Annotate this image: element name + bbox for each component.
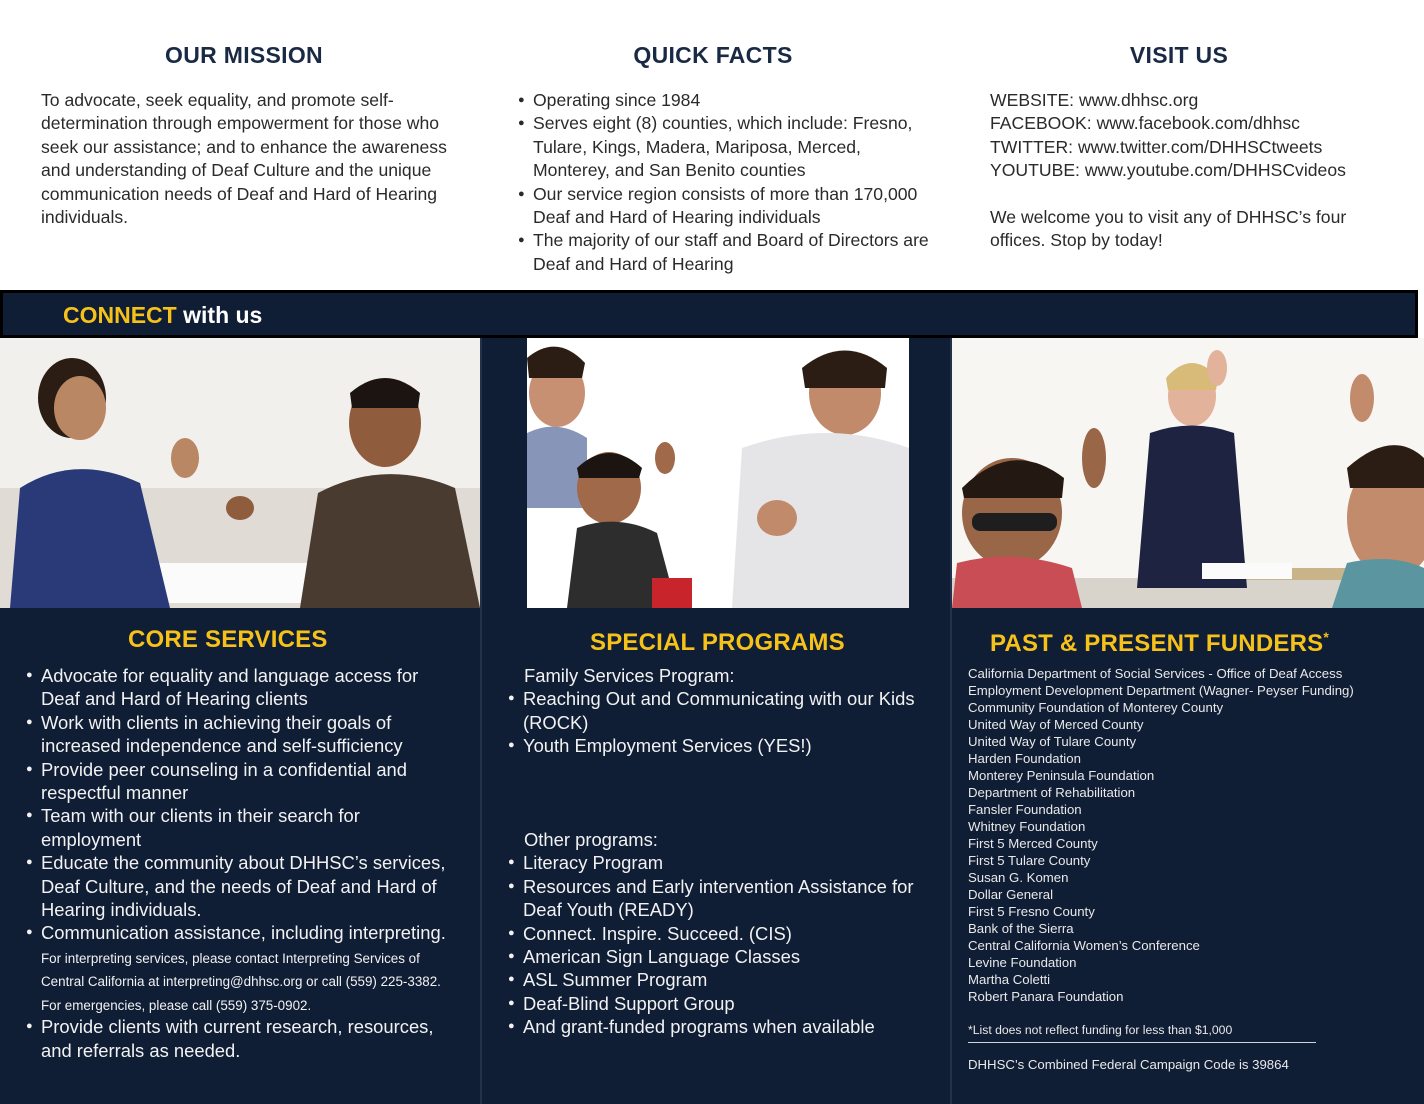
photo-counseling <box>0 338 480 608</box>
program-item: ● American Sign Language Classes <box>508 945 938 968</box>
funder-item: California Department of Social Services - Office of Deaf Access <box>968 666 1343 681</box>
program-item: ● Literacy Program <box>508 851 938 874</box>
funder-item: Dollar General <box>968 887 1054 902</box>
family-services-label: Family Services Program: <box>524 665 735 686</box>
funder-item: Fansler Foundation <box>968 802 1082 817</box>
funders-heading-text: PAST & PRESENT FUNDERS <box>990 630 1324 657</box>
funder-item: Department of Rehabilitation <box>968 785 1136 800</box>
quick-fact-item: ● Our service region consists of more than 170,000 Deaf and Hard of Hearing individuals <box>518 183 938 230</box>
core-service-item: ● Team with our clients in their search for employment <box>26 804 456 851</box>
connect-highlight: CONNECT <box>63 302 177 328</box>
photo-classroom <box>952 338 1424 608</box>
core-service-item <box>26 921 456 1015</box>
funder-item: Martha Coletti <box>968 972 1051 987</box>
visit-links <box>990 89 1410 183</box>
core-services-list <box>26 664 456 1062</box>
funder-item: Susan G. Komen <box>968 870 1069 885</box>
funder-item: First 5 Tulare County <box>968 853 1091 868</box>
cfc-code: DHHSC’s Combined Federal Campaign Code is 39864 <box>968 1057 1289 1072</box>
core-service-item: ● Work with clients in achieving their goals of increased independence and self-sufficiency <box>26 711 456 758</box>
funder-item: Employment Development Department (Wagner- Peyser Funding) <box>968 683 1354 698</box>
core-service-item: ● Advocate for equality and language access for Deaf and Hard of Hearing clients <box>26 664 456 711</box>
core-service-item: ● Provide clients with current research, resources, and referrals as needed. <box>26 1015 456 1062</box>
column-divider <box>950 338 952 1104</box>
program-item: ● Resources and Early intervention Assistance for Deaf Youth (READY) <box>508 875 938 922</box>
funder-item: United Way of Merced County <box>968 717 1144 732</box>
program-item: ● ASL Summer Program <box>508 968 938 991</box>
program-item: ● And grant-funded programs when available <box>508 1015 938 1038</box>
quick-fact-item: ● Serves eight (8) counties, which include: Fresno, Tulare, Kings, Madera, Mariposa, Merced, Monterey, and San Benito counties <box>518 112 938 182</box>
website-link[interactable]: WEBSITE: www.dhhsc.org <box>990 90 1199 110</box>
funder-item: Central California Women’s Conference <box>968 938 1200 953</box>
funder-item: United Way of Tulare County <box>968 734 1137 749</box>
interpreting-note: For interpreting services, please contact Interpreting Services of Central California at interpreting@dhhsc.org or call (559) 225-3382. For emergencies, please call (559) 375-0902. <box>41 950 441 1013</box>
other-programs-list <box>508 851 938 1038</box>
other-programs-label: Other programs: <box>524 829 658 850</box>
special-programs-heading: SPECIAL PROGRAMS <box>590 629 845 656</box>
quick-facts-list <box>518 89 938 276</box>
funder-item: First 5 Merced County <box>968 836 1098 851</box>
funder-item: Robert Panara Foundation <box>968 989 1124 1004</box>
other-programs-block <box>508 828 938 1039</box>
funders-footnote: *List does not reflect funding for less than $1,000 <box>968 1023 1233 1037</box>
core-service-item: ● Provide peer counseling in a confidential and respectful manner <box>26 758 456 805</box>
quick-fact-item: ● Operating since 1984 <box>518 89 938 112</box>
funder-item: Whitney Foundation <box>968 819 1086 834</box>
youtube-link[interactable]: YOUTUBE: www.youtube.com/DHHSCvideos <box>990 160 1346 181</box>
program-item: ● Youth Employment Services (YES!) <box>508 734 938 757</box>
program-item: ● Deaf-Blind Support Group <box>508 992 938 1015</box>
funder-item: Monterey Peninsula Foundation <box>968 768 1155 783</box>
funders-heading <box>990 629 1329 658</box>
column-divider <box>480 338 482 1104</box>
mission-heading: OUR MISSION <box>165 42 323 68</box>
connect-bar <box>0 290 1418 338</box>
quick-facts-heading: QUICK FACTS <box>633 42 793 68</box>
mission-text: To advocate, seek equality, and promote self-determination through empowerment for those who seek our assistance; and to enhance the awareness and understanding of Deaf Culture and the unique communication needs of Deaf and Hard of Hearing individuals. <box>41 90 447 228</box>
funder-item: Bank of the Sierra <box>968 921 1074 936</box>
facebook-link[interactable]: FACEBOOK: www.facebook.com/dhhsc <box>990 113 1300 134</box>
visit-heading: VISIT US <box>1129 42 1229 68</box>
funder-item: Harden Foundation <box>968 751 1081 766</box>
quick-fact-item: ● The majority of our staff and Board of Directors are Deaf and Hard of Hearing <box>518 229 938 276</box>
twitter-link[interactable]: TWITTER: www.twitter.com/DHHSCtweets <box>990 136 1323 157</box>
photo-family <box>527 338 909 608</box>
footnote-divider <box>968 1042 1316 1043</box>
interpreting-main: Communication assistance, including interpreting. <box>41 922 446 944</box>
family-services-block <box>508 664 938 758</box>
connect-heading <box>63 302 262 329</box>
funder-item: Community Foundation of Monterey County <box>968 700 1224 715</box>
family-programs-list <box>508 687 938 757</box>
funder-item: Levine Foundation <box>968 955 1077 970</box>
program-item: ● Reaching Out and Communicating with our Kids (ROCK) <box>508 687 938 734</box>
funders-asterisk: * <box>1323 629 1329 645</box>
funders-list <box>968 665 1354 1005</box>
connect-rest: with us <box>176 302 263 328</box>
program-item: ● Connect. Inspire. Succeed. (CIS) <box>508 922 938 945</box>
core-service-item: ● Educate the community about DHHSC’s services, Deaf Culture, and the needs of Deaf and Hard of Hearing individuals. <box>26 851 456 921</box>
core-services-heading: CORE SERVICES <box>128 626 328 653</box>
funder-item: First 5 Fresno County <box>968 904 1095 919</box>
visit-welcome: We welcome you to visit any of DHHSC’s four offices. Stop by today! <box>990 207 1347 251</box>
